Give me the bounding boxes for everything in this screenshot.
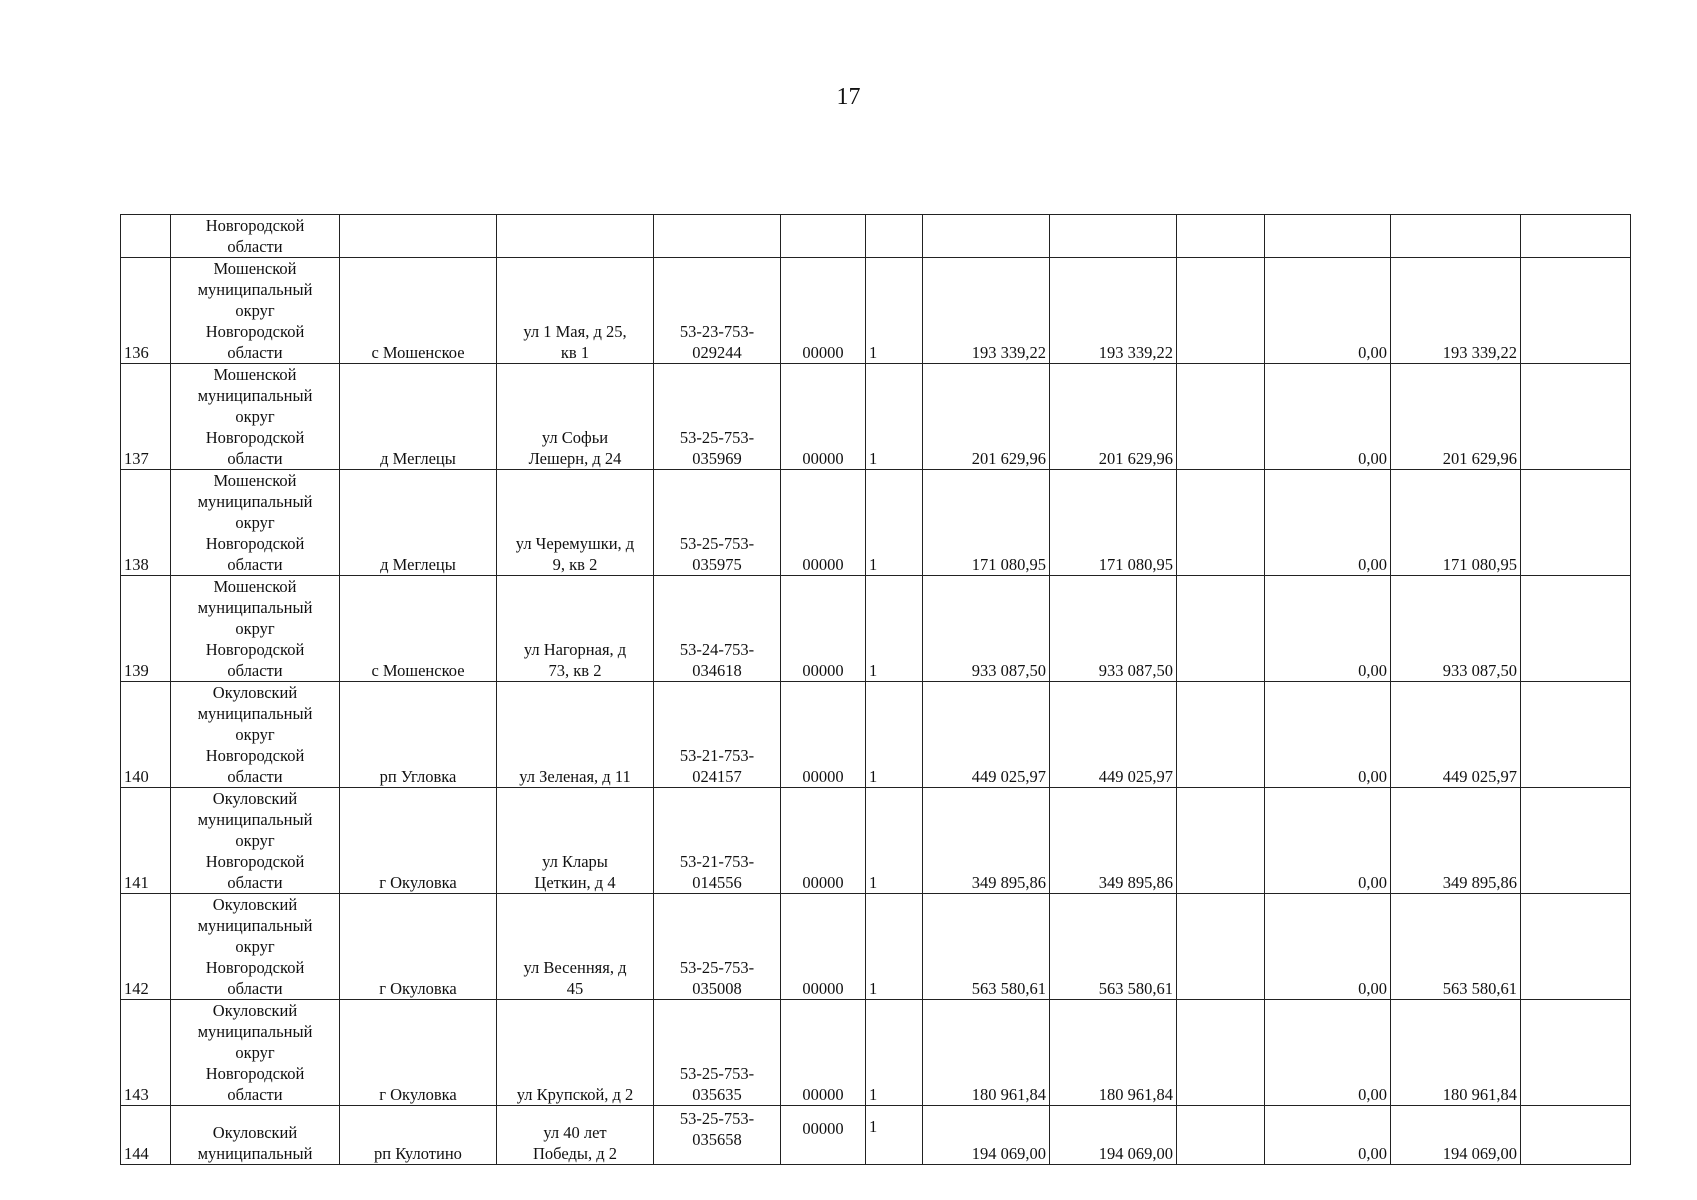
cell-municipality: Окуловский муниципальный	[171, 1106, 340, 1165]
cell-amount-4: 0,00	[1265, 894, 1391, 1000]
cell-amount-1: 349 895,86	[923, 788, 1050, 894]
table-row	[121, 364, 1631, 470]
cell-municipality: Окуловский муниципальный округ Новгородской области	[171, 682, 340, 788]
cell-number: 140	[121, 682, 171, 788]
cell-municipality: Окуловский муниципальный округ Новгородской области	[171, 788, 340, 894]
cell-kind: 00000	[781, 682, 866, 788]
cell-locality: г Окуловка	[340, 788, 497, 894]
cell-number: 143	[121, 1000, 171, 1106]
cell-locality: с Мошенское	[340, 258, 497, 364]
cell-code	[654, 215, 781, 258]
cell-kind: 00000	[781, 788, 866, 894]
cell-amount-4: 0,00	[1265, 682, 1391, 788]
cell-amount-1: 449 025,97	[923, 682, 1050, 788]
cell-amount-1: 171 080,95	[923, 470, 1050, 576]
cell-qty: 1	[866, 788, 923, 894]
cell-address	[497, 215, 654, 258]
cell-amount-5: 933 087,50	[1391, 576, 1521, 682]
cell-qty	[866, 215, 923, 258]
cell-qty: 1	[866, 258, 923, 364]
cell-amount-5: 194 069,00	[1391, 1106, 1521, 1165]
cell-amount-6	[1521, 364, 1631, 470]
cell-locality: г Окуловка	[340, 894, 497, 1000]
cell-address: ул Черемушки, д 9, кв 2	[497, 470, 654, 576]
cell-municipality: Мошенской муниципальный округ Новгородской области	[171, 258, 340, 364]
cell-code: 53-21-753- 024157	[654, 682, 781, 788]
cell-amount-2: 449 025,97	[1050, 682, 1177, 788]
cell-address: ул 1 Мая, д 25, кв 1	[497, 258, 654, 364]
cell-municipality: Окуловский муниципальный округ Новгородской области	[171, 894, 340, 1000]
cell-code: 53-25-753- 035635	[654, 1000, 781, 1106]
cell-number: 142	[121, 894, 171, 1000]
cell-locality: д Меглецы	[340, 470, 497, 576]
cell-number: 139	[121, 576, 171, 682]
cell-address: ул 40 лет Победы, д 2	[497, 1106, 654, 1165]
cell-code: 53-23-753- 029244	[654, 258, 781, 364]
cell-amount-6	[1521, 1000, 1631, 1106]
cell-amount-4: 0,00	[1265, 470, 1391, 576]
cell-amount-2: 563 580,61	[1050, 894, 1177, 1000]
cell-address: ул Крупской, д 2	[497, 1000, 654, 1106]
page-number: 17	[836, 84, 861, 110]
cell-locality: с Мошенское	[340, 576, 497, 682]
cell-amount-5: 563 580,61	[1391, 894, 1521, 1000]
table-row	[121, 470, 1631, 576]
cell-amount-3	[1177, 576, 1265, 682]
cell-kind: 00000	[781, 258, 866, 364]
cell-amount-6	[1521, 215, 1631, 258]
cell-municipality: Мошенской муниципальный округ Новгородской области	[171, 576, 340, 682]
cell-locality: рп Угловка	[340, 682, 497, 788]
cell-kind: 00000	[781, 576, 866, 682]
cell-qty: 1	[866, 364, 923, 470]
cell-amount-5: 180 961,84	[1391, 1000, 1521, 1106]
cell-amount-3	[1177, 470, 1265, 576]
cell-amount-4: 0,00	[1265, 1000, 1391, 1106]
cell-amount-4: 0,00	[1265, 788, 1391, 894]
cell-amount-1: 933 087,50	[923, 576, 1050, 682]
cell-number: 144	[121, 1106, 171, 1165]
cell-kind: 00000	[781, 470, 866, 576]
cell-kind	[781, 215, 866, 258]
cell-municipality: Новгородской области	[171, 215, 340, 258]
cell-number: 141	[121, 788, 171, 894]
cell-amount-2: 194 069,00	[1050, 1106, 1177, 1165]
cell-amount-4	[1265, 215, 1391, 258]
cell-amount-3	[1177, 215, 1265, 258]
cell-amount-2: 201 629,96	[1050, 364, 1177, 470]
cell-municipality: Мошенской муниципальный округ Новгородской области	[171, 364, 340, 470]
cell-amount-5: 449 025,97	[1391, 682, 1521, 788]
cell-amount-4: 0,00	[1265, 364, 1391, 470]
cell-amount-5: 193 339,22	[1391, 258, 1521, 364]
table-row	[121, 1000, 1631, 1106]
cell-kind: 00000	[781, 364, 866, 470]
cell-amount-3	[1177, 1000, 1265, 1106]
cell-amount-1	[923, 215, 1050, 258]
cell-address: ул Клары Цеткин, д 4	[497, 788, 654, 894]
cell-code: 53-25-753- 035969	[654, 364, 781, 470]
table-row-continuation	[121, 215, 1631, 258]
table-row	[121, 788, 1631, 894]
cell-code: 53-25-753- 035975	[654, 470, 781, 576]
cell-number: 138	[121, 470, 171, 576]
cell-amount-4: 0,00	[1265, 258, 1391, 364]
cell-amount-2: 180 961,84	[1050, 1000, 1177, 1106]
table-row	[121, 258, 1631, 364]
cell-amount-6	[1521, 788, 1631, 894]
cell-amount-3	[1177, 364, 1265, 470]
cell-code: 53-25-753- 035008	[654, 894, 781, 1000]
cell-amount-6	[1521, 682, 1631, 788]
cell-amount-6	[1521, 576, 1631, 682]
cell-number: 137	[121, 364, 171, 470]
cell-code: 53-24-753- 034618	[654, 576, 781, 682]
cell-amount-3	[1177, 682, 1265, 788]
cell-amount-4: 0,00	[1265, 576, 1391, 682]
cell-qty: 1	[866, 682, 923, 788]
registry-table	[120, 214, 1631, 1165]
cell-amount-2	[1050, 215, 1177, 258]
cell-locality: д Меглецы	[340, 364, 497, 470]
cell-number	[121, 215, 171, 258]
cell-kind: 00000	[781, 1000, 866, 1106]
cell-address: ул Софьи Лешерн, д 24	[497, 364, 654, 470]
cell-amount-2: 193 339,22	[1050, 258, 1177, 364]
cell-code: 53-25-753- 035658	[654, 1106, 781, 1165]
cell-amount-3	[1177, 258, 1265, 364]
cell-amount-1: 201 629,96	[923, 364, 1050, 470]
cell-amount-3	[1177, 788, 1265, 894]
cell-amount-2: 933 087,50	[1050, 576, 1177, 682]
cell-amount-4: 0,00	[1265, 1106, 1391, 1165]
cell-qty: 1	[866, 1000, 923, 1106]
cell-amount-2: 349 895,86	[1050, 788, 1177, 894]
cell-amount-1: 194 069,00	[923, 1106, 1050, 1165]
cell-amount-1: 563 580,61	[923, 894, 1050, 1000]
cell-locality	[340, 215, 497, 258]
cell-amount-6	[1521, 470, 1631, 576]
cell-address: ул Весенняя, д 45	[497, 894, 654, 1000]
table-row	[121, 1106, 1631, 1165]
cell-locality: рп Кулотино	[340, 1106, 497, 1165]
cell-amount-5: 201 629,96	[1391, 364, 1521, 470]
cell-qty: 1	[866, 576, 923, 682]
cell-amount-1: 180 961,84	[923, 1000, 1050, 1106]
cell-amount-5: 171 080,95	[1391, 470, 1521, 576]
cell-municipality: Окуловский муниципальный округ Новгородской области	[171, 1000, 340, 1106]
cell-amount-5	[1391, 215, 1521, 258]
cell-amount-6	[1521, 894, 1631, 1000]
table-row	[121, 576, 1631, 682]
cell-amount-3	[1177, 1106, 1265, 1165]
cell-qty: 1	[866, 1106, 923, 1165]
cell-amount-3	[1177, 894, 1265, 1000]
cell-amount-5: 349 895,86	[1391, 788, 1521, 894]
cell-kind: 00000	[781, 1106, 866, 1165]
cell-address: ул Нагорная, д 73, кв 2	[497, 576, 654, 682]
cell-amount-6	[1521, 1106, 1631, 1165]
cell-qty: 1	[866, 894, 923, 1000]
cell-kind: 00000	[781, 894, 866, 1000]
cell-locality: г Окуловка	[340, 1000, 497, 1106]
cell-number: 136	[121, 258, 171, 364]
table-row	[121, 682, 1631, 788]
table-row	[121, 894, 1631, 1000]
cell-address: ул Зеленая, д 11	[497, 682, 654, 788]
cell-amount-1: 193 339,22	[923, 258, 1050, 364]
cell-qty: 1	[866, 470, 923, 576]
cell-amount-2: 171 080,95	[1050, 470, 1177, 576]
cell-municipality: Мошенской муниципальный округ Новгородской области	[171, 470, 340, 576]
cell-amount-6	[1521, 258, 1631, 364]
cell-code: 53-21-753- 014556	[654, 788, 781, 894]
